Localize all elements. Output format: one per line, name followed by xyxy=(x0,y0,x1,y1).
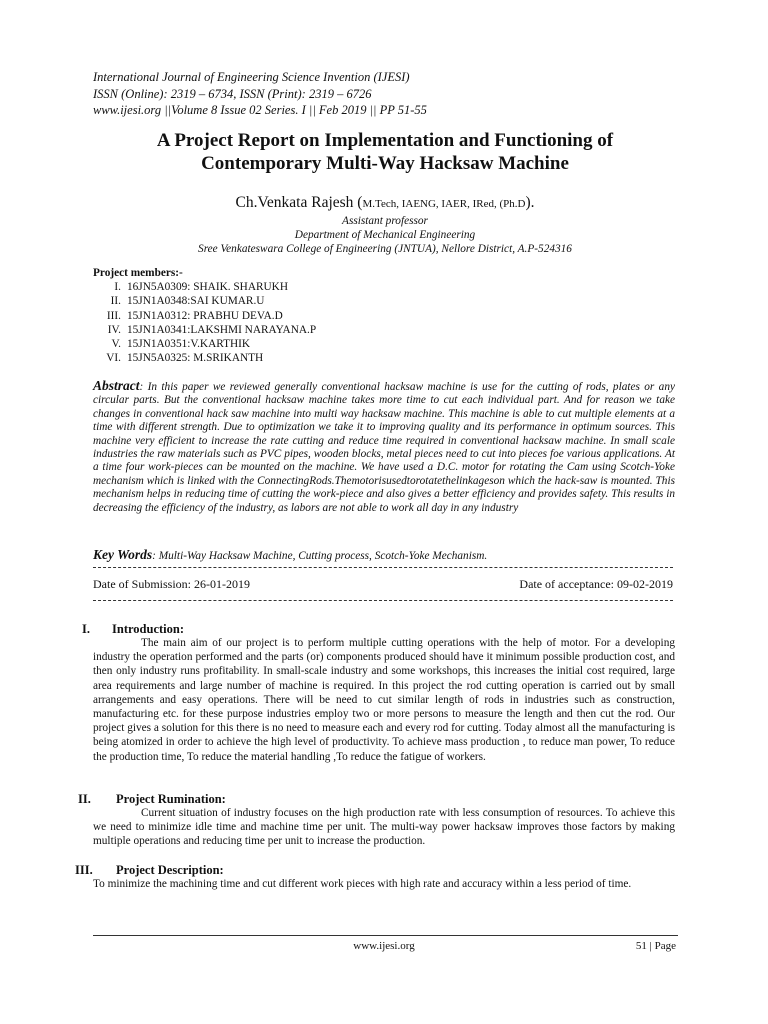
footer-rule xyxy=(93,935,678,936)
keywords-heading: Key Words xyxy=(93,547,153,562)
member-item xyxy=(93,323,316,337)
member-number: V. xyxy=(111,338,121,351)
abstract-text: : In this paper we reviewed generally conventional hacksaw machine is use for the cutting of rods, plates or any circular parts. But the conventional hacksaw machine takes more time to cut each individual part. And for reason we take changes in conventional hack saw machine into multi way hacksaw machine. This machine is able to cut multiple elements at a time with different strength. Due to optimization we take it to improving quality and its performance in optimum sources. This machine very efficient to increase the rate cutting and reduce time required in conventional hacksaw machine. In small scale industries the raw materials such as PVC pipes, wooden blocks, metal pieces need to cut into pieces foe various applications. At a time four work-pieces can be mounted on the machine. We have used a D.C. motor for rotating the Cam using Scotch-Yoke mechanism which is linked with the ConnectingRods.Themotorisusedtorotatethelinkageson which the hack-saw is mounted. This mechanism helps in reducing time of cutting the work-piece and also gives a better efficiency and provides safety. This results in decreasing the efficiency of the industry, as labors are not able to work all day in any industry xyxy=(93,381,675,514)
paper-title-line-1: A Project Report on Implementation and Functioning of xyxy=(156,130,614,151)
member-text: 15JN1A0351:V.KARTHIK xyxy=(127,338,251,351)
section-title: Project Rumination: xyxy=(116,792,226,806)
member-item xyxy=(93,309,316,323)
member-item xyxy=(93,351,316,365)
section-title: Project Description: xyxy=(116,863,224,877)
journal-volume-info: www.ijesi.org ||Volume 8 Issue 02 Series. I || Feb 2019 || PP 51-55 xyxy=(93,103,427,117)
keywords-text: : Multi-Way Hacksaw Machine, Cutting process, Scotch-Yoke Mechanism. xyxy=(152,550,488,562)
member-text: 15JN1A0341:LAKSHMI NARAYANA.P xyxy=(127,323,317,336)
keywords xyxy=(93,547,487,563)
paper-title xyxy=(80,129,690,175)
members-heading: Project members:- xyxy=(93,267,183,279)
author-block xyxy=(90,193,680,256)
member-item xyxy=(93,294,316,308)
acceptance-date: Date of acceptance: 09-02-2019 xyxy=(519,577,673,591)
section-title: Introduction: xyxy=(112,622,185,636)
member-number: II. xyxy=(110,295,121,308)
author-name: Ch.Venkata Rajesh ( xyxy=(235,194,363,211)
section-heading-introduction xyxy=(82,622,184,637)
author-degrees: M.Tech, IAENG, IAER, IRed, (Ph.D xyxy=(362,198,526,210)
member-number: IV. xyxy=(107,323,121,336)
section-heading-rumination xyxy=(78,792,226,807)
project-members xyxy=(93,266,316,365)
divider-bottom xyxy=(93,600,673,601)
author-suffix: ). xyxy=(525,194,535,211)
member-text: 16JN5A0309: SHAIK. SHARUKH xyxy=(127,281,288,294)
author-department: Department of Mechanical Engineering xyxy=(294,229,476,241)
author-college: Sree Venkateswara College of Engineering (JNTUA), Nellore District, A.P-524316 xyxy=(198,243,572,255)
paper-title-line-2: Contemporary Multi-Way Hacksaw Machine xyxy=(201,153,569,174)
member-number: III. xyxy=(106,309,121,322)
section-text: To minimize the machining time and cut different work pieces with high rate and accuracy within a less period of time. xyxy=(93,878,632,890)
member-item xyxy=(93,337,316,351)
abstract xyxy=(93,379,675,515)
member-number: I. xyxy=(114,281,121,294)
author-line xyxy=(90,193,680,214)
author-role: Assistant professor xyxy=(342,215,428,227)
section-body-description xyxy=(93,877,675,891)
footer-page-number: 51 | Page xyxy=(635,940,676,952)
member-text: 15JN1A0348:SAI KUMAR.U xyxy=(127,295,265,308)
section-heading-description xyxy=(75,863,224,878)
section-body-rumination xyxy=(93,806,675,849)
abstract-heading: Abstract xyxy=(93,378,140,393)
dates-row xyxy=(93,577,673,592)
section-text: Current situation of industry focuses on the high production rate with less consumption of resources. To achieve this we need to minimize idle time and machine time per unit. The multi-way power hacksaw improves those factors by making multiple operations and reducing time per unit to increase the production. xyxy=(93,807,675,848)
section-body-introduction xyxy=(93,636,675,764)
member-item xyxy=(93,280,316,294)
member-text: 15JN1A0312: PRABHU DEVA.D xyxy=(127,309,283,322)
section-text: The main aim of our project is to perform multiple cutting operations with the help of motor. For a developing industry the operation performed and the parts (or) components produced should have it minimum possible production cost, and then only industry runs profitability. In small-scale industry and some workshops, this increases the initial cost required, large area requirements and large number of machine is required. In this project the rod cutting operation is carried out by small arrangements and easy operations. There will be need to cut similar length of rods in industries such as construction, manufacturing etc. for these purpose industries employ two or more persons to measure the length and then cut the rod. Our project gives a solution for this there is no need to measure each and every rod for cutting. Today almost all the manufacturing is being atomized in order to achieve the high level of productivity. To achieve mass production , to reduce man power, To reduce the production time, To reduce the material handling ,To reduce the fatigue of workers. xyxy=(93,637,675,763)
section-number: II. xyxy=(78,792,91,806)
section-number: III. xyxy=(75,863,93,877)
submission-date: Date of Submission: 26-01-2019 xyxy=(93,577,250,591)
journal-name: International Journal of Engineering Science Invention (IJESI) xyxy=(93,70,410,84)
journal-issn: ISSN (Online): 2319 – 6734, ISSN (Print): 2319 – 6726 xyxy=(93,86,372,101)
footer-url: www.ijesi.org xyxy=(353,940,415,952)
member-text: 15JN5A0325: M.SRIKANTH xyxy=(127,352,264,365)
journal-header xyxy=(93,69,427,119)
divider-top xyxy=(93,567,673,568)
section-number: I. xyxy=(82,622,90,636)
member-number: VI. xyxy=(106,352,121,365)
